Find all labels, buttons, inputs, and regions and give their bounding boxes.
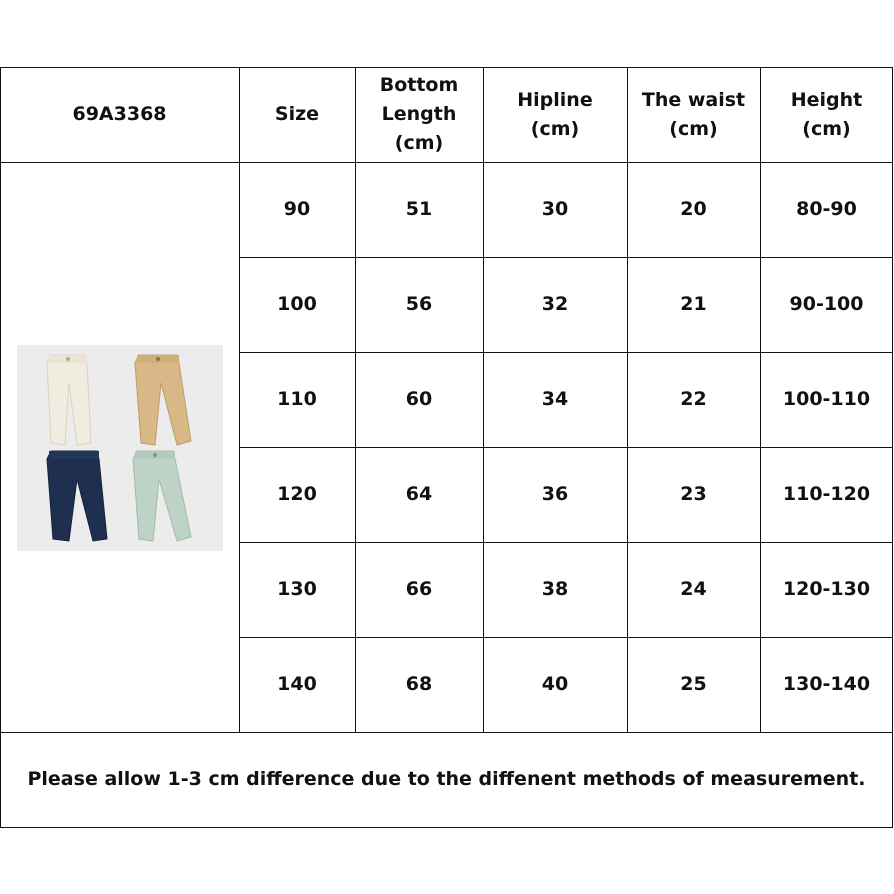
height-header: Height (cm) [790, 88, 863, 140]
hipline-cell: 32 [541, 293, 569, 315]
waist-cell: 23 [680, 483, 707, 505]
hipline-cell: 40 [541, 673, 569, 695]
size-cell: 130 [277, 578, 317, 600]
size-cell: 100 [277, 293, 317, 315]
height-cell: 90-100 [789, 293, 864, 315]
bottom-length-cell: 60 [405, 388, 433, 410]
bottom-length-header: Bottom Length (cm) [379, 74, 459, 154]
height-cell: 100-110 [782, 388, 871, 410]
size-cell: 140 [277, 673, 317, 695]
hipline-header: Hipline (cm) [517, 88, 593, 140]
waist-header: The waist (cm) [641, 88, 746, 140]
hipline-cell: 38 [541, 578, 569, 600]
table-border-bottom [0, 827, 893, 828]
height-cell: 120-130 [782, 578, 871, 600]
bottom-length-cell: 66 [405, 578, 433, 600]
hipline-cell: 30 [541, 198, 569, 220]
table-border-left [0, 67, 1, 828]
waist-cell: 24 [680, 578, 707, 600]
height-cell: 130-140 [782, 673, 871, 695]
pants-product-icon [17, 345, 223, 551]
measurement-note: Please allow 1-3 cm difference due to the diffenent methods of measurement. [27, 768, 866, 790]
waist-cell: 20 [680, 198, 707, 220]
waist-cell: 25 [680, 673, 707, 695]
waist-cell: 22 [680, 388, 707, 410]
bottom-length-cell: 64 [405, 483, 433, 505]
bottom-length-cell: 51 [405, 198, 433, 220]
size-cell: 110 [277, 388, 317, 410]
bottom-length-cell: 68 [405, 673, 433, 695]
height-cell: 110-120 [782, 483, 871, 505]
height-cell: 80-90 [796, 198, 857, 220]
size-cell: 90 [283, 198, 311, 220]
product-image [17, 345, 223, 551]
hipline-cell: 34 [541, 388, 569, 410]
model-code-header: 69A3368 [72, 103, 167, 125]
hipline-cell: 36 [541, 483, 569, 505]
waist-cell: 21 [680, 293, 707, 315]
size-header: Size [274, 103, 320, 125]
bottom-length-cell: 56 [405, 293, 433, 315]
size-cell: 120 [277, 483, 317, 505]
